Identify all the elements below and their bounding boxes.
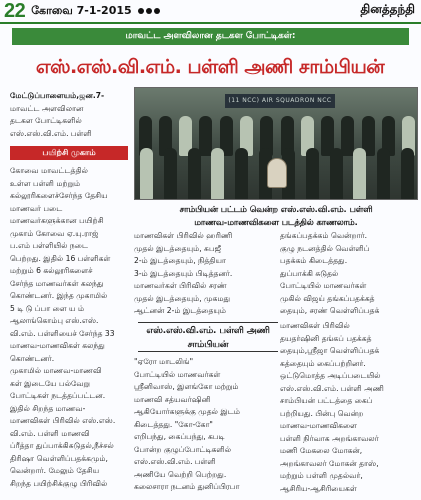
intro-line: மாவட்ட அளவிலான: [10, 103, 84, 113]
body-line: மாணவிகள் பிரிவில் எஸ்.எஸ்.: [10, 416, 116, 425]
trophy-icon: [267, 158, 287, 188]
body-line: கொண்டனர். இந்த முகாமில்: [10, 291, 108, 300]
body-line: பள்ளி நிர்வாக அறங்காவலர்: [280, 433, 379, 443]
body-line: போன்ற குழுப்போட்டிகளில்: [134, 444, 232, 454]
body-line: ப.எம் பள்ளியில் நடை: [10, 241, 89, 250]
body-line: மாணவர் படை: [10, 203, 63, 213]
body-line: கிடைத்தது. "கோ-கோ": [134, 419, 213, 429]
body-line: சாம்பியன் பட்டத்தை கைப்: [280, 396, 373, 405]
body-line: போட்டியில் மாணவர்கள்: [280, 281, 367, 290]
body-line: "ஏரோ மாடலிங்": [134, 357, 194, 366]
body-line: எறிபந்து, கைப்பந்து, கபடி: [134, 432, 225, 441]
body-line: ஆகியோர்களுக்கு முதல் இடம்: [134, 407, 240, 416]
right-column-top: [280, 230, 420, 320]
body-line: ஸ்ரீனிவாஸ், இளங்கோ மற்றும்: [134, 382, 239, 391]
body-line: கலைசாரா நடனம் துனிப்பிரபா: [134, 482, 240, 491]
body-line: சிறந்த பயிற்சிக்குழு பிரிவில்: [10, 478, 108, 488]
body-line: முகாம் கோவை ஏ.யு.ராஜ்: [10, 228, 99, 238]
body-line: ப்ரீத்தா துப்பாக்கிசுடுதல்,நீச்சல்: [10, 441, 114, 450]
body-line: மாணவர்களுக்கான பயிற்சி: [10, 216, 104, 225]
body-line: மற்றும் பள்ளி முதல்வர்,: [280, 471, 363, 480]
body-line: முகில் விஜய் தங்கப்பதக்கத்: [280, 293, 375, 303]
body-line: தையும்,ஸ்ரீஜா வெள்ளிப்பதக்: [280, 346, 380, 355]
body-line: மாணவி சத்யவர்ஷினி: [134, 394, 211, 404]
body-line: கள் இடையே பல்வேறு: [10, 378, 91, 388]
intro-line: எஸ்.எஸ்.வி.எம். பள்ளி: [10, 128, 92, 138]
middle-column: [134, 230, 274, 320]
body-line: தங்கப்பதக்கம் வென்றார்.: [280, 231, 368, 240]
body-line: ஒட்டுமொத்த அடிப்படையில்: [280, 371, 381, 380]
body-line: மாணவிகள் பிரிவில் ஹரிணி: [134, 231, 233, 240]
body-line: ஆட்னன் 2-ம் இடத்தையும்: [134, 306, 227, 315]
photo-caption: [132, 203, 420, 229]
article-headline: எஸ்.எஸ்.வி.எம். பள்ளி அணி சாம்பியன்: [35, 56, 385, 78]
intro-line: மேட்டுப்பாளையம்,ஜன.7-: [10, 91, 105, 100]
body-line: குழு நடனத்தில் வெள்ளிப்: [280, 243, 370, 253]
body-line: மாணவ-மாணவிகளை: [280, 421, 358, 430]
caption-line: சாம்பியன் பட்டம் வென்ற எஸ்.எஸ்.வி.எம். பள்ளி: [179, 204, 373, 214]
body-line: இதில் சிறந்த மாணவ-: [10, 403, 86, 413]
dateline: கோவை 7-1-2015: [31, 3, 132, 17]
body-line: ஆலாங்கொம்பு எஸ்.எஸ்.: [10, 316, 99, 325]
body-line: 3-ம் இடத்தையும் பிடித்தனர்.: [134, 268, 233, 278]
body-line: போட்டிகள் நடத்தப்பட்டன.: [10, 391, 106, 400]
right-column-lower: [280, 320, 420, 496]
photo-backdrop-banner: (11 NCC) AIR SQUADRON NCC: [225, 94, 335, 108]
body-line: கோவை மாவட்டத்தில்: [10, 166, 88, 175]
body-line: முதல் இடத்தையும், சுபஜீ: [134, 243, 222, 253]
body-line: ஆசிரிய-ஆசிரியைகள்: [280, 483, 357, 493]
body-line: மாணவ-மாணவிகள் கலந்து: [10, 341, 105, 350]
body-line: மாணவிகள் பிரிவில்: [280, 321, 350, 330]
body-line: வி.எம். பள்ளி மாணவி: [10, 428, 90, 438]
body-line: கொண்டனர்.: [10, 353, 55, 363]
body-line: துப்பாக்கி சுடுதல்: [280, 268, 339, 278]
body-line: பற்றியது. பின்பு வென்ற: [280, 408, 364, 418]
header-rule: [0, 22, 421, 24]
caption-line: மாணவ-மாணவிகளை படத்தில் காணலாம்.: [194, 217, 358, 227]
boxed-subhead: எஸ்.எஸ்.வி.எம். பள்ளி அணி சாம்பியன்: [138, 322, 278, 352]
body-line: பெற்றது. இதில் 16 பள்ளிகள்: [10, 253, 111, 263]
body-line: எஸ்.எஸ்.வி.எம். பள்ளி: [134, 457, 216, 466]
body-line: முதல் இடத்தையும், முகமது: [134, 293, 231, 303]
body-line: தையும், சரண் வெள்ளிப்பதக்: [280, 306, 380, 315]
body-line: முகாமில் மாணவ-மாணவி: [10, 366, 102, 375]
body-line: 2-ம் இடத்தையும், நித்தியா: [134, 256, 226, 265]
bullet-dots-icon: [138, 8, 160, 14]
body-line: கல்லூரிகளைச்சேர்ந்த தேசிய: [10, 191, 108, 200]
body-line: எஸ்.எஸ்.வி.எம். பள்ளி அணி: [280, 383, 384, 393]
subhead-training-camp: பயிற்சி முகாம்: [10, 146, 128, 160]
middle-column-lower: [134, 356, 274, 496]
team-photo: [134, 87, 418, 200]
body-line: பதக்கம் கிடைத்தது.: [280, 256, 348, 265]
intro-line: தடகள போட்டிகளில்: [10, 116, 82, 125]
body-line: 5 டி டு ப்பா ளை ய ம்: [10, 303, 85, 313]
body-line: வி.எம். பள்ளியைச் சேர்ந்த 33: [10, 328, 115, 338]
newspaper-name: தினத்தந்தி: [360, 2, 415, 16]
body-line: போட்டியில் மாணவர்கள்: [134, 369, 221, 379]
body-line: தயதர்ஷினி தங்கப் பதக்கத்: [280, 333, 372, 343]
body-line: மாணவர்கள் பிரிவில் சரண்: [134, 281, 227, 290]
body-line: மணி மேகலை மோகன்,: [280, 446, 363, 455]
masthead: [0, 0, 421, 22]
body-line: உள்ள பள்ளி மற்றும்: [10, 178, 81, 188]
left-body-column: [10, 165, 128, 495]
body-line: மற்றும் 6 கல்லூரிகளைச்: [10, 266, 93, 275]
body-line: சேர்ந்த மாணவர்கள் கலந்து: [10, 278, 104, 288]
body-line: கத்தையும் கைப்பற்றினர்.: [280, 358, 366, 368]
body-line: திரிஷா வெள்ளிப்பதக்கமும்,: [10, 453, 108, 463]
page-number: 22: [4, 0, 26, 22]
article-kicker: மாவட்ட அளவிலான தடகள போட்டிகள்:: [12, 28, 409, 45]
body-line: வென்றார். மேலும் தேசிய: [10, 466, 100, 475]
body-line: அறங்காவலர் மோகன் தாஸ்,: [280, 458, 379, 468]
body-line: அணியே வெற்றி பெற்றது.: [134, 469, 227, 479]
